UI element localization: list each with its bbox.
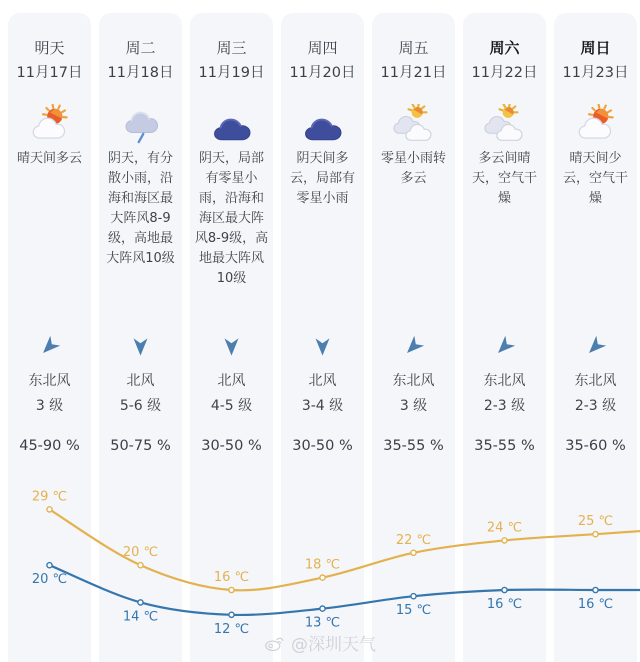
temp-label: 29 ℃ (31, 489, 68, 505)
temp-point (593, 587, 598, 592)
temp-label: 25 ℃ (577, 514, 614, 530)
temp-label: 20 ℃ (31, 572, 68, 588)
day-date: 11月21日 (380, 65, 447, 81)
wind-direction: 东北风 (483, 373, 526, 389)
temp-point (411, 550, 416, 555)
watermark-text: @深圳天气 (291, 635, 376, 655)
humidity-range: 30-50 % (292, 438, 353, 454)
weather-description: 阴天间多云，局部有零星小雨 (289, 151, 355, 206)
temp-point (47, 507, 52, 512)
temp-point (138, 600, 143, 605)
wind-direction-arrow-icon (190, 332, 273, 360)
day-name: 周日 (580, 39, 611, 57)
day-name: 周五 (398, 39, 429, 57)
wind-direction: 东北风 (392, 373, 435, 389)
humidity-range: 45-90 % (19, 438, 80, 454)
temp-point (502, 587, 507, 592)
day-date: 11月20日 (289, 65, 356, 81)
humidity-range: 35-55 % (383, 438, 444, 454)
humidity-range: 30-50 % (201, 438, 262, 454)
day-name: 周二 (125, 39, 156, 57)
sun-cloud-icon (8, 99, 91, 147)
temp-point (320, 606, 325, 611)
temp-point (47, 563, 52, 568)
wind-direction-arrow-icon (372, 332, 455, 360)
humidity-range: 35-55 % (474, 438, 535, 454)
wind-direction-arrow-icon (99, 332, 182, 360)
temp-point (411, 594, 416, 599)
wind-direction-arrow-icon (463, 332, 546, 360)
weather-description: 晴天间多云 (16, 151, 82, 166)
wind-direction-arrow-icon (554, 332, 637, 360)
rain-cloud-icon (99, 99, 182, 147)
day-date: 11月18日 (107, 65, 174, 81)
temp-label: 16 ℃ (486, 597, 523, 612)
temp-label: 13 ℃ (304, 615, 341, 631)
weather-description: 零星小雨转多云 (380, 151, 446, 186)
day-name: 明天 (34, 39, 65, 57)
temp-label: 16 ℃ (213, 570, 250, 585)
weather-description: 晴天间少云，空气干燥 (562, 151, 628, 206)
day-name: 周四 (307, 39, 338, 57)
day-date: 11月19日 (198, 65, 265, 81)
sun-clouds-icon (372, 99, 455, 147)
humidity-range: 35-60 % (565, 438, 626, 454)
sun-clouds-icon (463, 99, 546, 147)
temp-point (138, 563, 143, 568)
wind-level: 4-5 级 (210, 398, 253, 414)
temp-label: 12 ℃ (213, 621, 250, 637)
wind-direction: 北风 (217, 373, 246, 389)
temp-point (229, 612, 234, 617)
wind-direction: 北风 (308, 373, 337, 389)
temp-label: 15 ℃ (395, 603, 432, 619)
day-date: 11月17日 (16, 65, 83, 81)
temp-label: 16 ℃ (577, 597, 614, 612)
wind-level: 2-3 级 (574, 398, 617, 414)
dark-cloud-icon (190, 99, 273, 147)
wind-level: 3-4 级 (301, 398, 344, 414)
dark-cloud-icon (281, 99, 364, 147)
temp-point (229, 587, 234, 592)
day-name: 周六 (489, 39, 520, 57)
temp-point (502, 538, 507, 543)
humidity-range: 50-75 % (110, 438, 171, 454)
wind-direction: 北风 (126, 373, 155, 389)
wind-level: 2-3 级 (483, 398, 526, 414)
wind-level: 3 级 (399, 398, 428, 414)
temp-point (320, 575, 325, 580)
temp-label: 22 ℃ (395, 532, 432, 548)
day-name: 周三 (216, 39, 247, 57)
watermark (264, 630, 376, 655)
temp-point (593, 532, 598, 537)
temp-label: 14 ℃ (122, 609, 159, 625)
wind-direction: 东北风 (28, 373, 71, 389)
wind-direction: 东北风 (574, 373, 617, 389)
day-date: 11月23日 (562, 65, 629, 81)
temp-label: 18 ℃ (304, 557, 341, 573)
wind-direction-arrow-icon (281, 332, 364, 360)
wind-direction-arrow-icon (8, 332, 91, 360)
weather-description: 阴天，有分散小雨，沿海和海区最大阵风8-9级，高地最大阵风10级 (106, 151, 175, 266)
wind-level: 3 级 (35, 398, 64, 414)
weather-description: 阴天，局部有零星小雨，沿海和海区最大阵风8-9级，高地最大阵风10级 (194, 151, 269, 286)
weibo-icon (264, 634, 285, 652)
day-date: 11月22日 (471, 65, 538, 81)
temp-label: 20 ℃ (122, 545, 159, 561)
temp-label: 24 ℃ (486, 520, 523, 536)
sun-cloud-icon (554, 99, 637, 147)
wind-level: 5-6 级 (119, 398, 162, 414)
weather-description: 多云间晴天，空气干燥 (471, 151, 537, 206)
